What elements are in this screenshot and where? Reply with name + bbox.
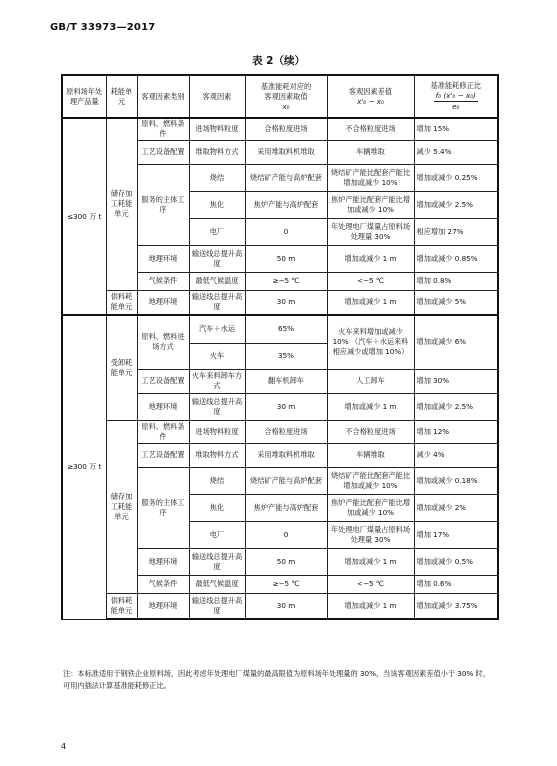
correction-cell: 减少 5.4% bbox=[414, 140, 498, 164]
diff-cell: 车辆堆取 bbox=[327, 443, 414, 467]
correction-cell: 增加或减少 0.18% bbox=[414, 467, 498, 494]
table-row bbox=[62, 593, 498, 619]
correction-cell: 增加 12% bbox=[414, 420, 498, 443]
diff-cell: 人工卸车 bbox=[327, 369, 414, 393]
correction-cell: 增加或减少 3.75% bbox=[414, 593, 498, 619]
correction-cell: 增加或减少 0.85% bbox=[414, 245, 498, 272]
category-cell: 气候条件 bbox=[137, 272, 189, 290]
category-cell: 地理环境 bbox=[137, 290, 189, 315]
scale-cell-b: ≥300 万 t bbox=[62, 315, 106, 619]
factor-cell: 输送线总提升高度 bbox=[189, 393, 245, 420]
table-header-row bbox=[62, 75, 498, 118]
base-cell: 0 bbox=[245, 218, 327, 245]
col-header-base-line1: 基准能耗对应的 bbox=[260, 81, 312, 91]
col-header-factor: 客观因素 bbox=[189, 75, 245, 118]
factor-cell: 最低气候温度 bbox=[189, 575, 245, 593]
correction-cell: 增加或减少 2% bbox=[414, 494, 498, 521]
unit-cell-supply-a: 供料耗能单元 bbox=[106, 290, 137, 315]
factor-cell: 焦化 bbox=[189, 191, 245, 218]
factor-cell: 焦化 bbox=[189, 494, 245, 521]
factor-cell: 最低气候温度 bbox=[189, 272, 245, 290]
base-cell: ≥−5 ℃ bbox=[245, 575, 327, 593]
factor-cell: 烧结 bbox=[189, 164, 245, 191]
factor-cell: 堆取物料方式 bbox=[189, 140, 245, 164]
col-header-base-line2: 客观因素取值 bbox=[264, 91, 308, 101]
category-cell: 地理环境 bbox=[137, 548, 189, 575]
correction-cell: 增加 0.6% bbox=[414, 575, 498, 593]
base-cell: 烧结矿产能与高炉配套 bbox=[245, 467, 327, 494]
base-cell: 焦炉产能与高炉配套 bbox=[245, 191, 327, 218]
base-cell: 合格粒度进场 bbox=[245, 118, 327, 140]
col-header-corr-numerator: f₀ (x'₀ − x₀) bbox=[435, 91, 476, 100]
table-container bbox=[61, 74, 497, 620]
category-cell: 工艺设备配置 bbox=[137, 140, 189, 164]
diff-cell: 不合格粒度进场 bbox=[327, 420, 414, 443]
diff-cell: 火车来料增加或减少 10% （汽车＋水运来料相应减少或增加 10%） bbox=[327, 315, 414, 369]
unit-cell-supply-b: 供料耗能单元 bbox=[106, 593, 137, 619]
factor-cell: 输送线总提升高度 bbox=[189, 245, 245, 272]
col-header-base-symbol: x₀ bbox=[282, 101, 290, 111]
category-cell: 原料、燃料条件 bbox=[137, 420, 189, 443]
category-cell: 工艺设备配置 bbox=[137, 369, 189, 393]
correction-cell: 减少 4% bbox=[414, 443, 498, 467]
diff-cell: 不合格粒度进场 bbox=[327, 118, 414, 140]
base-cell: 50 m bbox=[245, 548, 327, 575]
base-cell: 30 m bbox=[245, 393, 327, 420]
factor-cell: 进场物料粒度 bbox=[189, 118, 245, 140]
standard-number: GB/T 33973—2017 bbox=[50, 22, 156, 33]
table-note: 注：本标准适用于钢铁企业原料场，因此考虑年处理电厂煤量的最高限值为原料场年处理量的 30%，当该客观因素差值小于 30% 时，可用内插法计算基准能耗修正比。 bbox=[63, 669, 490, 690]
factor-cell: 电厂 bbox=[189, 521, 245, 548]
base-cell: 35% bbox=[245, 343, 327, 369]
factor-cell: 堆取物料方式 bbox=[189, 443, 245, 467]
factor-cell: 输送线总提升高度 bbox=[189, 548, 245, 575]
table-row bbox=[62, 315, 498, 343]
base-cell: 30 m bbox=[245, 593, 327, 619]
diff-cell: 增加或减少 1 m bbox=[327, 290, 414, 315]
diff-cell: 增加或减少 1 m bbox=[327, 245, 414, 272]
base-cell: 50 m bbox=[245, 245, 327, 272]
col-header-corr-denominator: e₀ bbox=[452, 102, 460, 111]
correction-cell: 增加或减少 2.5% bbox=[414, 191, 498, 218]
base-cell: 65% bbox=[245, 315, 327, 343]
col-header-category: 客观因素类别 bbox=[137, 75, 189, 118]
category-cell: 服务的主体工序 bbox=[137, 164, 189, 245]
correction-cell: 相应增加 27% bbox=[414, 218, 498, 245]
diff-cell: 焦炉产能比配套产能比增加或减少 10% bbox=[327, 191, 414, 218]
diff-cell: 烧结矿产能比配套产能比增加或减少 10% bbox=[327, 164, 414, 191]
diff-cell: 焦炉产能比配套产能比增加或减少 10% bbox=[327, 494, 414, 521]
category-cell: 服务的主体工序 bbox=[137, 467, 189, 548]
category-cell: 工艺设备配置 bbox=[137, 443, 189, 467]
base-cell: 翻车机卸车 bbox=[245, 369, 327, 393]
unit-cell-receive-b: 受卸耗能单元 bbox=[106, 315, 137, 420]
col-header-diff-symbol: x'₀ − x₀ bbox=[357, 96, 384, 106]
table-row bbox=[62, 420, 498, 443]
category-cell: 地理环境 bbox=[137, 593, 189, 619]
correction-cell: 增加 0.8% bbox=[414, 272, 498, 290]
correction-cell: 增加或减少 5% bbox=[414, 290, 498, 315]
base-cell: 焦炉产能与高炉配套 bbox=[245, 494, 327, 521]
col-header-base-value bbox=[245, 75, 327, 118]
factor-cell: 输送线总提升高度 bbox=[189, 593, 245, 619]
unit-cell-storage-b: 储存加工耗能单元 bbox=[106, 420, 137, 593]
correction-table bbox=[61, 74, 499, 620]
factor-cell: 汽车＋水运 bbox=[189, 315, 245, 343]
diff-cell: 车辆堆取 bbox=[327, 140, 414, 164]
diff-cell: 增加或减少 1 m bbox=[327, 393, 414, 420]
correction-cell: 增加 30% bbox=[414, 369, 498, 393]
category-cell: 地理环境 bbox=[137, 245, 189, 272]
diff-cell: 年处理电厂煤量占原料场处理量 30% bbox=[327, 218, 414, 245]
base-cell: 烧结矿产能与高炉配套 bbox=[245, 164, 327, 191]
base-cell: 30 m bbox=[245, 290, 327, 315]
base-cell: 合格粒度进场 bbox=[245, 420, 327, 443]
base-cell: 0 bbox=[245, 521, 327, 548]
correction-cell: 增加或减少 6% bbox=[414, 315, 498, 369]
scale-cell-a: ≤300 万 t bbox=[62, 118, 106, 315]
diff-cell: <−5 ℃ bbox=[327, 575, 414, 593]
diff-cell: 年处理电厂煤量占原料场处理量 30% bbox=[327, 521, 414, 548]
correction-cell: 增加或减少 0.5% bbox=[414, 548, 498, 575]
correction-cell: 增加 15% bbox=[414, 118, 498, 140]
diff-cell: 增加或减少 1 m bbox=[327, 593, 414, 619]
factor-cell: 输送线总提升高度 bbox=[189, 290, 245, 315]
table-title: 表 2（续） bbox=[252, 55, 305, 67]
table-row bbox=[62, 118, 498, 140]
table-row bbox=[62, 290, 498, 315]
factor-cell: 火车来料卸车方式 bbox=[189, 369, 245, 393]
diff-cell: 烧结矿产能比配套产能比增加或减少 10% bbox=[327, 467, 414, 494]
page-number: 4 bbox=[61, 742, 67, 751]
correction-cell: 增加或减少 0.25% bbox=[414, 164, 498, 191]
factor-cell: 进场物料粒度 bbox=[189, 420, 245, 443]
col-header-unit: 耗能单元 bbox=[106, 75, 137, 118]
category-cell: 原料、燃料条件 bbox=[137, 118, 189, 140]
base-cell: 采用堆取料机堆取 bbox=[245, 443, 327, 467]
category-cell: 地理环境 bbox=[137, 393, 189, 420]
base-cell: 采用堆取料机堆取 bbox=[245, 140, 327, 164]
base-cell: ≥−5 ℃ bbox=[245, 272, 327, 290]
col-header-diff bbox=[327, 75, 414, 118]
col-header-corr-line1: 基准能耗修正比 bbox=[430, 81, 481, 90]
factor-cell: 电厂 bbox=[189, 218, 245, 245]
diff-cell: <−5 ℃ bbox=[327, 272, 414, 290]
category-cell: 气候条件 bbox=[137, 575, 189, 593]
category-cell: 原料、燃料进场方式 bbox=[137, 315, 189, 369]
correction-cell: 增加或减少 2.5% bbox=[414, 393, 498, 420]
col-header-diff-line1: 客观因素差值 bbox=[348, 86, 393, 96]
col-header-correction bbox=[414, 75, 498, 118]
factor-cell: 烧结 bbox=[189, 467, 245, 494]
factor-cell: 火车 bbox=[189, 343, 245, 369]
diff-cell: 增加或减少 1 m bbox=[327, 548, 414, 575]
correction-cell: 增加 17% bbox=[414, 521, 498, 548]
col-header-scale: 原料场年处理产品量 bbox=[62, 75, 106, 118]
unit-cell-storage-a: 储存加工耗能单元 bbox=[106, 118, 137, 290]
